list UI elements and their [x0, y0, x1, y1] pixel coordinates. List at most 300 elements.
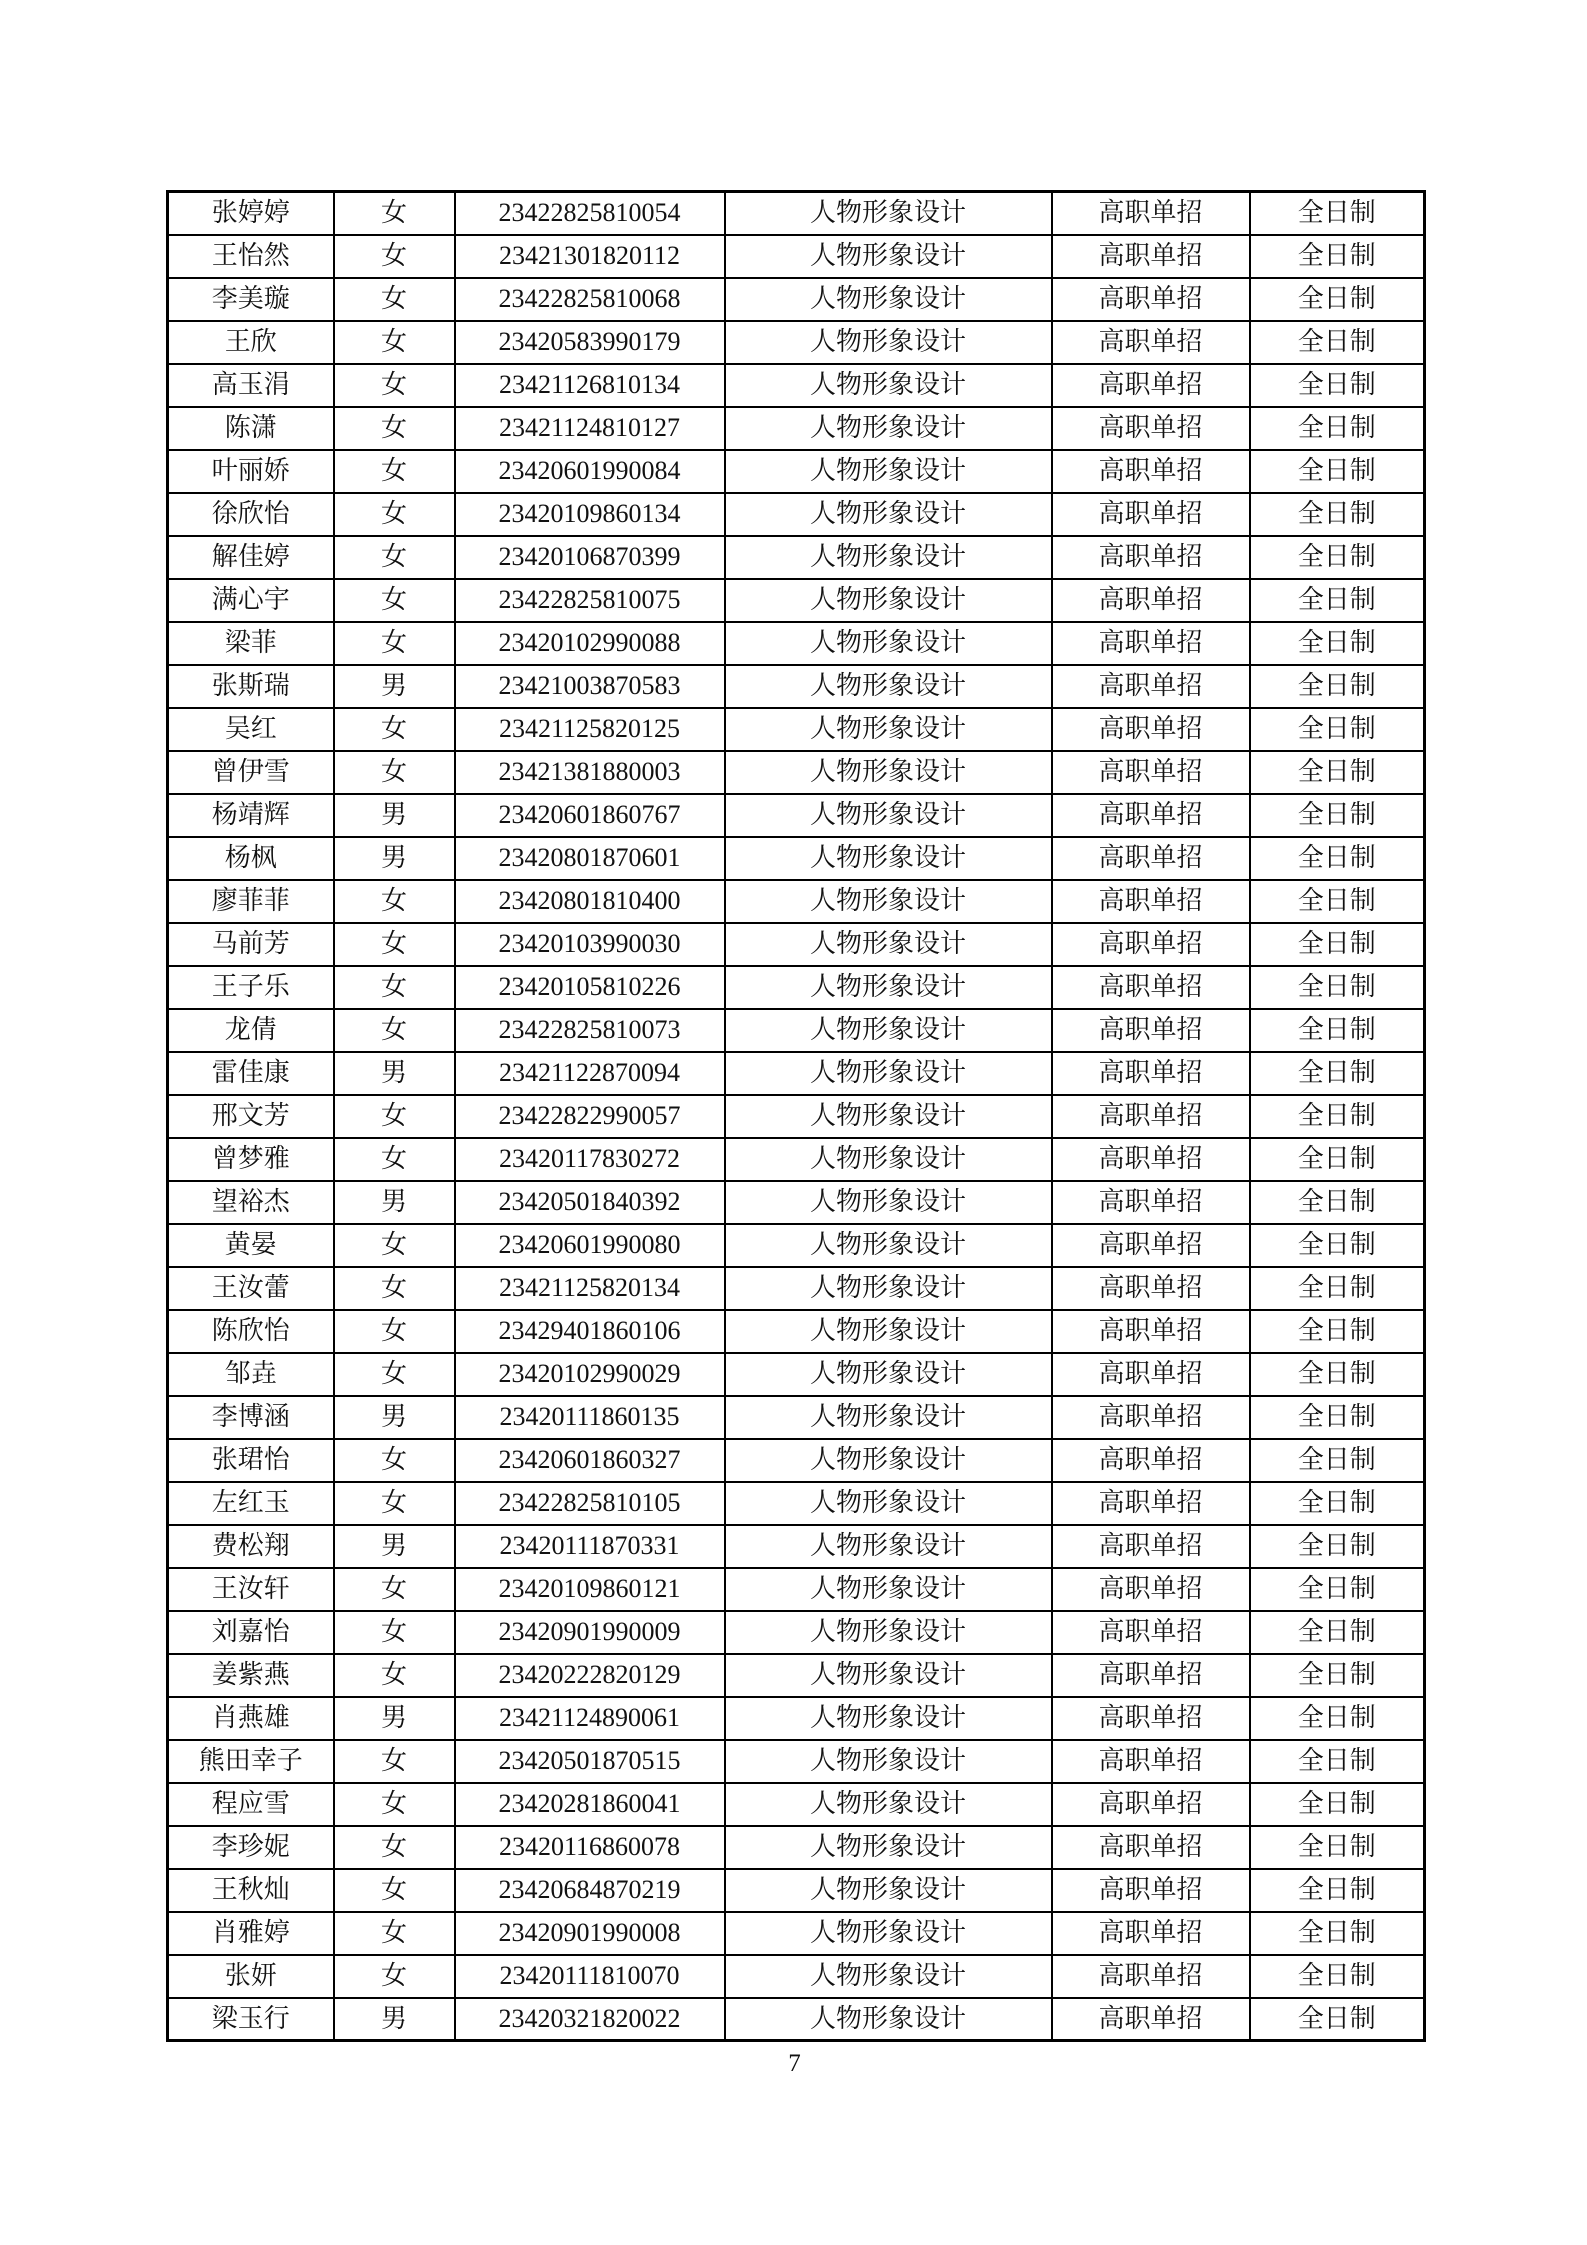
name-cell: 徐欣怡 — [168, 493, 334, 536]
name-cell: 肖燕雄 — [168, 1697, 334, 1740]
name-cell: 刘嘉怡 — [168, 1611, 334, 1654]
major-cell: 人物形象设计 — [725, 751, 1052, 794]
name-cell: 费松翔 — [168, 1525, 334, 1568]
major-cell: 人物形象设计 — [725, 192, 1052, 235]
table-row — [168, 1568, 1425, 1611]
exam-id-cell: 23420102990029 — [455, 1353, 725, 1396]
table-row — [168, 665, 1425, 708]
major-cell: 人物形象设计 — [725, 880, 1052, 923]
major-cell: 人物形象设计 — [725, 1955, 1052, 1998]
enroll-type-cell: 高职单招 — [1052, 665, 1250, 708]
gender-cell: 女 — [334, 321, 455, 364]
study-form-cell: 全日制 — [1250, 1310, 1425, 1353]
gender-cell: 女 — [334, 1955, 455, 1998]
major-cell: 人物形象设计 — [725, 1740, 1052, 1783]
name-cell: 王汝轩 — [168, 1568, 334, 1611]
table-row — [168, 1482, 1425, 1525]
table-row — [168, 923, 1425, 966]
roster-table-body — [168, 192, 1425, 2041]
major-cell: 人物形象设计 — [725, 1267, 1052, 1310]
table-row — [168, 1826, 1425, 1869]
name-cell: 廖菲菲 — [168, 880, 334, 923]
name-cell: 姜紫燕 — [168, 1654, 334, 1697]
enroll-type-cell: 高职单招 — [1052, 1267, 1250, 1310]
enroll-type-cell: 高职单招 — [1052, 1654, 1250, 1697]
gender-cell: 女 — [334, 493, 455, 536]
enroll-type-cell: 高职单招 — [1052, 880, 1250, 923]
major-cell: 人物形象设计 — [725, 708, 1052, 751]
name-cell: 杨靖辉 — [168, 794, 334, 837]
exam-id-cell: 23420801810400 — [455, 880, 725, 923]
gender-cell: 女 — [334, 622, 455, 665]
exam-id-cell: 23429401860106 — [455, 1310, 725, 1353]
major-cell: 人物形象设计 — [725, 794, 1052, 837]
gender-cell: 男 — [334, 837, 455, 880]
exam-id-cell: 23420106870399 — [455, 536, 725, 579]
major-cell: 人物形象设计 — [725, 1052, 1052, 1095]
table-row — [168, 278, 1425, 321]
table-row — [168, 235, 1425, 278]
table-row — [168, 1611, 1425, 1654]
exam-id-cell: 23421124890061 — [455, 1697, 725, 1740]
name-cell: 熊田幸子 — [168, 1740, 334, 1783]
major-cell: 人物形象设计 — [725, 1611, 1052, 1654]
table-row — [168, 1095, 1425, 1138]
gender-cell: 女 — [334, 708, 455, 751]
major-cell: 人物形象设计 — [725, 923, 1052, 966]
exam-id-cell: 23421003870583 — [455, 665, 725, 708]
study-form-cell: 全日制 — [1250, 1009, 1425, 1052]
major-cell: 人物形象设计 — [725, 1224, 1052, 1267]
study-form-cell: 全日制 — [1250, 665, 1425, 708]
study-form-cell: 全日制 — [1250, 364, 1425, 407]
table-row — [168, 751, 1425, 794]
gender-cell: 女 — [334, 1095, 455, 1138]
gender-cell: 男 — [334, 1396, 455, 1439]
table-row — [168, 622, 1425, 665]
gender-cell: 女 — [334, 1912, 455, 1955]
major-cell: 人物形象设计 — [725, 1525, 1052, 1568]
enroll-type-cell: 高职单招 — [1052, 364, 1250, 407]
name-cell: 梁玉行 — [168, 1998, 334, 2041]
study-form-cell: 全日制 — [1250, 1353, 1425, 1396]
name-cell: 陈欣怡 — [168, 1310, 334, 1353]
exam-id-cell: 23422825810105 — [455, 1482, 725, 1525]
study-form-cell: 全日制 — [1250, 1052, 1425, 1095]
major-cell: 人物形象设计 — [725, 579, 1052, 622]
name-cell: 满心宇 — [168, 579, 334, 622]
name-cell: 王子乐 — [168, 966, 334, 1009]
major-cell: 人物形象设计 — [725, 1482, 1052, 1525]
major-cell: 人物形象设计 — [725, 1654, 1052, 1697]
table-row — [168, 1310, 1425, 1353]
table-row — [168, 794, 1425, 837]
major-cell: 人物形象设计 — [725, 1568, 1052, 1611]
gender-cell: 女 — [334, 966, 455, 1009]
exam-id-cell: 23421125820134 — [455, 1267, 725, 1310]
exam-id-cell: 23421126810134 — [455, 364, 725, 407]
enroll-type-cell: 高职单招 — [1052, 1224, 1250, 1267]
exam-id-cell: 23420111860135 — [455, 1396, 725, 1439]
name-cell: 肖雅婷 — [168, 1912, 334, 1955]
study-form-cell: 全日制 — [1250, 880, 1425, 923]
gender-cell: 女 — [334, 1267, 455, 1310]
exam-id-cell: 23421122870094 — [455, 1052, 725, 1095]
study-form-cell: 全日制 — [1250, 1611, 1425, 1654]
table-row — [168, 192, 1425, 235]
table-row — [168, 1955, 1425, 1998]
gender-cell: 女 — [334, 1654, 455, 1697]
table-row — [168, 1783, 1425, 1826]
study-form-cell: 全日制 — [1250, 1783, 1425, 1826]
study-form-cell: 全日制 — [1250, 1955, 1425, 1998]
study-form-cell: 全日制 — [1250, 1568, 1425, 1611]
major-cell: 人物形象设计 — [725, 1869, 1052, 1912]
study-form-cell: 全日制 — [1250, 1740, 1425, 1783]
major-cell: 人物形象设计 — [725, 1998, 1052, 2041]
table-row — [168, 364, 1425, 407]
gender-cell: 女 — [334, 536, 455, 579]
gender-cell: 女 — [334, 364, 455, 407]
study-form-cell: 全日制 — [1250, 1224, 1425, 1267]
study-form-cell: 全日制 — [1250, 536, 1425, 579]
enroll-type-cell: 高职单招 — [1052, 493, 1250, 536]
exam-id-cell: 23420105810226 — [455, 966, 725, 1009]
major-cell: 人物形象设计 — [725, 278, 1052, 321]
exam-id-cell: 23420583990179 — [455, 321, 725, 364]
gender-cell: 女 — [334, 1568, 455, 1611]
enroll-type-cell: 高职单招 — [1052, 1740, 1250, 1783]
study-form-cell: 全日制 — [1250, 1697, 1425, 1740]
name-cell: 程应雪 — [168, 1783, 334, 1826]
enroll-type-cell: 高职单招 — [1052, 1009, 1250, 1052]
name-cell: 左红玉 — [168, 1482, 334, 1525]
major-cell: 人物形象设计 — [725, 837, 1052, 880]
major-cell: 人物形象设计 — [725, 966, 1052, 1009]
exam-id-cell: 23422825810073 — [455, 1009, 725, 1052]
table-row — [168, 450, 1425, 493]
study-form-cell: 全日制 — [1250, 794, 1425, 837]
enroll-type-cell: 高职单招 — [1052, 321, 1250, 364]
enroll-type-cell: 高职单招 — [1052, 1310, 1250, 1353]
exam-id-cell: 23420102990088 — [455, 622, 725, 665]
exam-id-cell: 23420801870601 — [455, 837, 725, 880]
exam-id-cell: 23420501870515 — [455, 1740, 725, 1783]
table-row — [168, 1998, 1425, 2041]
study-form-cell: 全日制 — [1250, 1095, 1425, 1138]
major-cell: 人物形象设计 — [725, 364, 1052, 407]
enroll-type-cell: 高职单招 — [1052, 1611, 1250, 1654]
gender-cell: 男 — [334, 1697, 455, 1740]
table-row — [168, 880, 1425, 923]
exam-id-cell: 23420109860134 — [455, 493, 725, 536]
major-cell: 人物形象设计 — [725, 1439, 1052, 1482]
gender-cell: 女 — [334, 1826, 455, 1869]
exam-id-cell: 23422825810075 — [455, 579, 725, 622]
major-cell: 人物形象设计 — [725, 1138, 1052, 1181]
study-form-cell: 全日制 — [1250, 1525, 1425, 1568]
name-cell: 曾伊雪 — [168, 751, 334, 794]
gender-cell: 女 — [334, 235, 455, 278]
gender-cell: 女 — [334, 1740, 455, 1783]
page-number: 7 — [788, 2050, 801, 2077]
gender-cell: 女 — [334, 1009, 455, 1052]
name-cell: 邢文芳 — [168, 1095, 334, 1138]
major-cell: 人物形象设计 — [725, 1396, 1052, 1439]
table-row — [168, 1740, 1425, 1783]
gender-cell: 男 — [334, 1052, 455, 1095]
name-cell: 叶丽娇 — [168, 450, 334, 493]
table-row — [168, 1654, 1425, 1697]
gender-cell: 女 — [334, 1783, 455, 1826]
enroll-type-cell: 高职单招 — [1052, 407, 1250, 450]
exam-id-cell: 23420601860327 — [455, 1439, 725, 1482]
name-cell: 王秋灿 — [168, 1869, 334, 1912]
table-row — [168, 708, 1425, 751]
enroll-type-cell: 高职单招 — [1052, 923, 1250, 966]
major-cell: 人物形象设计 — [725, 1310, 1052, 1353]
gender-cell: 女 — [334, 751, 455, 794]
study-form-cell: 全日制 — [1250, 278, 1425, 321]
major-cell: 人物形象设计 — [725, 1783, 1052, 1826]
major-cell: 人物形象设计 — [725, 493, 1052, 536]
study-form-cell: 全日制 — [1250, 1826, 1425, 1869]
name-cell: 杨枫 — [168, 837, 334, 880]
study-form-cell: 全日制 — [1250, 192, 1425, 235]
name-cell: 王欣 — [168, 321, 334, 364]
name-cell: 王汝蕾 — [168, 1267, 334, 1310]
major-cell: 人物形象设计 — [725, 665, 1052, 708]
study-form-cell: 全日制 — [1250, 407, 1425, 450]
enroll-type-cell: 高职单招 — [1052, 1955, 1250, 1998]
enroll-type-cell: 高职单招 — [1052, 235, 1250, 278]
gender-cell: 男 — [334, 1998, 455, 2041]
table-row — [168, 1181, 1425, 1224]
study-form-cell: 全日制 — [1250, 493, 1425, 536]
study-form-cell: 全日制 — [1250, 1482, 1425, 1525]
gender-cell: 男 — [334, 1181, 455, 1224]
study-form-cell: 全日制 — [1250, 1998, 1425, 2041]
table-row — [168, 837, 1425, 880]
exam-id-cell: 23420117830272 — [455, 1138, 725, 1181]
gender-cell: 女 — [334, 1224, 455, 1267]
table-row — [168, 1353, 1425, 1396]
study-form-cell: 全日制 — [1250, 1439, 1425, 1482]
study-form-cell: 全日制 — [1250, 1267, 1425, 1310]
enroll-type-cell: 高职单招 — [1052, 1396, 1250, 1439]
enroll-type-cell: 高职单招 — [1052, 1525, 1250, 1568]
major-cell: 人物形象设计 — [725, 536, 1052, 579]
name-cell: 李珍妮 — [168, 1826, 334, 1869]
table-row — [168, 1697, 1425, 1740]
exam-id-cell: 23420222820129 — [455, 1654, 725, 1697]
exam-id-cell: 23421301820112 — [455, 235, 725, 278]
table-row — [168, 1138, 1425, 1181]
enroll-type-cell: 高职单招 — [1052, 1482, 1250, 1525]
study-form-cell: 全日制 — [1250, 751, 1425, 794]
exam-id-cell: 23422822990057 — [455, 1095, 725, 1138]
table-row — [168, 1869, 1425, 1912]
student-roster-table — [166, 190, 1426, 2042]
study-form-cell: 全日制 — [1250, 1869, 1425, 1912]
study-form-cell: 全日制 — [1250, 1654, 1425, 1697]
enroll-type-cell: 高职单招 — [1052, 1439, 1250, 1482]
table-row — [168, 1525, 1425, 1568]
exam-id-cell: 23422825810068 — [455, 278, 725, 321]
table-row — [168, 1224, 1425, 1267]
study-form-cell: 全日制 — [1250, 450, 1425, 493]
table-row — [168, 1439, 1425, 1482]
exam-id-cell: 23420111870331 — [455, 1525, 725, 1568]
name-cell: 张妍 — [168, 1955, 334, 1998]
gender-cell: 女 — [334, 1482, 455, 1525]
name-cell: 陈潇 — [168, 407, 334, 450]
exam-id-cell: 23420321820022 — [455, 1998, 725, 2041]
major-cell: 人物形象设计 — [725, 1826, 1052, 1869]
exam-id-cell: 23420501840392 — [455, 1181, 725, 1224]
table-row — [168, 1396, 1425, 1439]
gender-cell: 女 — [334, 880, 455, 923]
study-form-cell: 全日制 — [1250, 1181, 1425, 1224]
gender-cell: 女 — [334, 450, 455, 493]
enroll-type-cell: 高职单招 — [1052, 1568, 1250, 1611]
enroll-type-cell: 高职单招 — [1052, 1353, 1250, 1396]
exam-id-cell: 23420601990080 — [455, 1224, 725, 1267]
gender-cell: 女 — [334, 579, 455, 622]
study-form-cell: 全日制 — [1250, 966, 1425, 1009]
exam-id-cell: 23421124810127 — [455, 407, 725, 450]
exam-id-cell: 23421125820125 — [455, 708, 725, 751]
exam-id-cell: 23420103990030 — [455, 923, 725, 966]
gender-cell: 女 — [334, 192, 455, 235]
name-cell: 李博涵 — [168, 1396, 334, 1439]
name-cell: 张珺怡 — [168, 1439, 334, 1482]
name-cell: 高玉涓 — [168, 364, 334, 407]
study-form-cell: 全日制 — [1250, 235, 1425, 278]
gender-cell: 女 — [334, 1353, 455, 1396]
enroll-type-cell: 高职单招 — [1052, 1697, 1250, 1740]
exam-id-cell: 23420901990009 — [455, 1611, 725, 1654]
enroll-type-cell: 高职单招 — [1052, 536, 1250, 579]
name-cell: 张斯瑞 — [168, 665, 334, 708]
exam-id-cell: 23421381880003 — [455, 751, 725, 794]
major-cell: 人物形象设计 — [725, 1353, 1052, 1396]
table-row — [168, 1052, 1425, 1095]
enroll-type-cell: 高职单招 — [1052, 794, 1250, 837]
gender-cell: 女 — [334, 1138, 455, 1181]
table-row — [168, 966, 1425, 1009]
table-row — [168, 1267, 1425, 1310]
exam-id-cell: 23420111810070 — [455, 1955, 725, 1998]
study-form-cell: 全日制 — [1250, 1396, 1425, 1439]
table-row — [168, 321, 1425, 364]
exam-id-cell: 23420116860078 — [455, 1826, 725, 1869]
major-cell: 人物形象设计 — [725, 450, 1052, 493]
gender-cell: 男 — [334, 665, 455, 708]
name-cell: 邹垚 — [168, 1353, 334, 1396]
enroll-type-cell: 高职单招 — [1052, 1783, 1250, 1826]
name-cell: 龙倩 — [168, 1009, 334, 1052]
gender-cell: 女 — [334, 407, 455, 450]
major-cell: 人物形象设计 — [725, 622, 1052, 665]
enroll-type-cell: 高职单招 — [1052, 192, 1250, 235]
gender-cell: 女 — [334, 1611, 455, 1654]
name-cell: 马前芳 — [168, 923, 334, 966]
gender-cell: 男 — [334, 794, 455, 837]
table-row — [168, 1009, 1425, 1052]
gender-cell: 女 — [334, 923, 455, 966]
study-form-cell: 全日制 — [1250, 321, 1425, 364]
gender-cell: 男 — [334, 1525, 455, 1568]
exam-id-cell: 23422825810054 — [455, 192, 725, 235]
exam-id-cell: 23420684870219 — [455, 1869, 725, 1912]
enroll-type-cell: 高职单招 — [1052, 1138, 1250, 1181]
table-row — [168, 536, 1425, 579]
enroll-type-cell: 高职单招 — [1052, 966, 1250, 1009]
enroll-type-cell: 高职单招 — [1052, 708, 1250, 751]
name-cell: 梁菲 — [168, 622, 334, 665]
major-cell: 人物形象设计 — [725, 1697, 1052, 1740]
name-cell: 吴红 — [168, 708, 334, 751]
enroll-type-cell: 高职单招 — [1052, 622, 1250, 665]
table-row — [168, 579, 1425, 622]
enroll-type-cell: 高职单招 — [1052, 1052, 1250, 1095]
enroll-type-cell: 高职单招 — [1052, 1826, 1250, 1869]
name-cell: 张婷婷 — [168, 192, 334, 235]
major-cell: 人物形象设计 — [725, 1095, 1052, 1138]
enroll-type-cell: 高职单招 — [1052, 1912, 1250, 1955]
enroll-type-cell: 高职单招 — [1052, 837, 1250, 880]
study-form-cell: 全日制 — [1250, 923, 1425, 966]
name-cell: 望裕杰 — [168, 1181, 334, 1224]
enroll-type-cell: 高职单招 — [1052, 1095, 1250, 1138]
gender-cell: 女 — [334, 1310, 455, 1353]
study-form-cell: 全日制 — [1250, 708, 1425, 751]
study-form-cell: 全日制 — [1250, 1912, 1425, 1955]
major-cell: 人物形象设计 — [725, 1009, 1052, 1052]
gender-cell: 女 — [334, 278, 455, 321]
gender-cell: 女 — [334, 1869, 455, 1912]
major-cell: 人物形象设计 — [725, 1912, 1052, 1955]
enroll-type-cell: 高职单招 — [1052, 1181, 1250, 1224]
name-cell: 王怡然 — [168, 235, 334, 278]
name-cell: 曾梦雅 — [168, 1138, 334, 1181]
exam-id-cell: 23420601990084 — [455, 450, 725, 493]
major-cell: 人物形象设计 — [725, 1181, 1052, 1224]
study-form-cell: 全日制 — [1250, 1138, 1425, 1181]
enroll-type-cell: 高职单招 — [1052, 1998, 1250, 2041]
enroll-type-cell: 高职单招 — [1052, 751, 1250, 794]
table-row — [168, 407, 1425, 450]
exam-id-cell: 23420281860041 — [455, 1783, 725, 1826]
name-cell: 解佳婷 — [168, 536, 334, 579]
table-row — [168, 493, 1425, 536]
enroll-type-cell: 高职单招 — [1052, 579, 1250, 622]
study-form-cell: 全日制 — [1250, 837, 1425, 880]
enroll-type-cell: 高职单招 — [1052, 1869, 1250, 1912]
study-form-cell: 全日制 — [1250, 579, 1425, 622]
exam-id-cell: 23420109860121 — [455, 1568, 725, 1611]
table-row — [168, 1912, 1425, 1955]
enroll-type-cell: 高职单招 — [1052, 450, 1250, 493]
exam-id-cell: 23420601860767 — [455, 794, 725, 837]
name-cell: 雷佳康 — [168, 1052, 334, 1095]
major-cell: 人物形象设计 — [725, 235, 1052, 278]
name-cell: 李美璇 — [168, 278, 334, 321]
major-cell: 人物形象设计 — [725, 321, 1052, 364]
study-form-cell: 全日制 — [1250, 622, 1425, 665]
name-cell: 黄晏 — [168, 1224, 334, 1267]
